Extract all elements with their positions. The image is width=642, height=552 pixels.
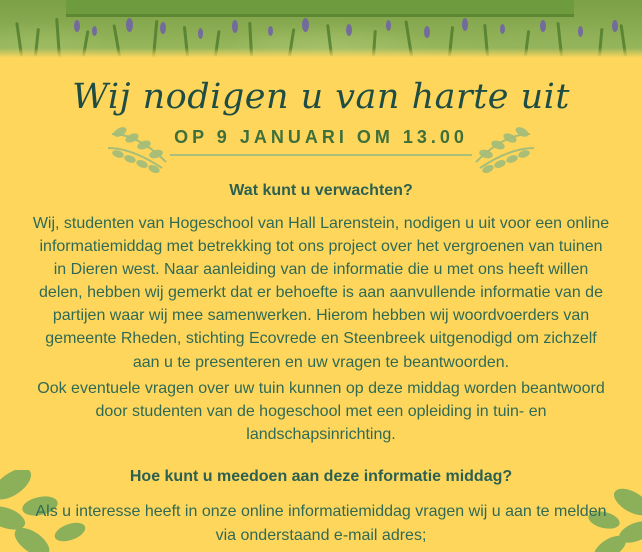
page-title: Wij nodigen u van harte uit: [72, 77, 570, 117]
invitation-content: [0, 60, 642, 547]
paragraph-garden-questions: Ook eventuele vragen over uw tuin kunnen op deze middag worden beantwoord door studenten van de hogeschool met een opleiding in tuin- en landschapsinrichting.: [37, 379, 605, 444]
section-heading-expectations: Wat kunt u verwachten?: [229, 181, 413, 199]
green-banner-strip: [66, 0, 574, 17]
garden-photo-banner: [0, 0, 642, 58]
event-datetime: OP 9 JANUARI OM 13.00: [174, 126, 468, 147]
paragraph-expectations: Wij, studenten van Hogeschool van Hall Larenstein, nodigen u uit voor een online informatiemiddag met betrekking tot ons project over het vergroenen van tuinen in Dieren west. Naar aanleiding van de informatie die u met ons heeft willen delen, hebben wij gemerkt dat er behoefte is aan aanvullende informatie van de partijen waar wij mee samenwerken. Hierom hebben wij woordvoerders van gemeente Rheden, stichting Ecovrede en Steenbreek uitgenodigd om zichzelf aan u te presenteren en uw vragen te beantwoorden.: [32, 214, 610, 371]
section-heading-participation: Hoe kunt u meedoen aan deze informatie middag?: [129, 468, 513, 486]
paragraph-signup: Als u interesse heeft in onze online informatiemiddag vragen wij u aan te melden via onderstaand e-mail adres;: [35, 503, 607, 544]
photo-fade-overlay: [0, 48, 642, 58]
